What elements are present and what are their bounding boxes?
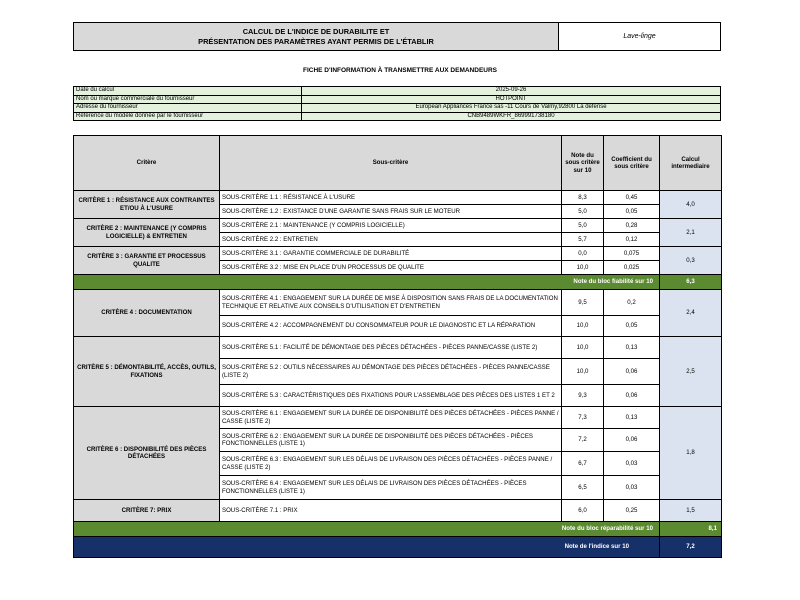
info-row <box>74 112 721 121</box>
sous-critere-note: 7,3 <box>562 407 604 429</box>
critere-2-label: CRITÈRE 2 : MAINTENANCE (Y COMPRIS LOGICIELLE) & ENTRETIEN <box>74 219 220 247</box>
info-row <box>74 104 721 113</box>
sous-critere-coef: 0,13 <box>604 337 660 359</box>
sous-critere-coef: 0,45 <box>604 191 660 205</box>
indice-value: 7,2 <box>660 537 722 558</box>
sous-critere-note: 10,0 <box>562 337 604 359</box>
critere-5-label: CRITÈRE 5 : DÉMONTABILITÉ, ACCÈS, OUTILS, FIXATIONS <box>74 337 220 407</box>
product-type: Lave-linge <box>559 23 721 51</box>
table-row <box>74 191 722 205</box>
sous-critere-note: 6,0 <box>562 500 604 522</box>
sous-critere-coef: 0,03 <box>604 476 660 500</box>
sous-critere-note: 10,0 <box>562 316 604 337</box>
info-value: CNB9489WKFR_869991738180 <box>302 112 721 121</box>
reparabilite-value: 8,1 <box>660 522 722 537</box>
col-header-coef: Coefficient du sous critère <box>604 136 660 191</box>
critere-6-label: CRITÈRE 6 : DISPONIBILITÉ DES PIÈCES DÉTACHÉES <box>74 407 220 500</box>
sous-critere-note: 10,0 <box>562 359 604 385</box>
sous-critere-coef: 0,12 <box>604 233 660 247</box>
col-header-critere: Critère <box>74 136 220 191</box>
indice-row <box>74 537 722 558</box>
table-row <box>74 247 722 261</box>
sous-critere-label: SOUS-CRITÈRE 1.2 : EXISTANCE D'UNE GARANTIE SANS FRAIS SUR LE MOTEUR <box>220 205 562 219</box>
critere-4-label: CRITÈRE 4 : DOCUMENTATION <box>74 290 220 337</box>
criteria-table <box>73 135 722 558</box>
sous-critere-coef: 0,075 <box>604 247 660 261</box>
fiabilite-row <box>74 275 722 290</box>
column-header-row <box>74 136 722 191</box>
sous-critere-label: SOUS-CRITÈRE 4.1 : ENGAGEMENT SUR LA DURÉE DE MISE À DISPOSITION SANS FRAIS DE LA DOCUMENTATION TECHNIQUE ET RELATIVE AUX CONSEILS D'UTILISATION ET D'ENTRETIEN <box>220 290 562 316</box>
sous-critere-note: 10,0 <box>562 261 604 275</box>
header-table <box>73 22 721 51</box>
sous-critere-coef: 0,03 <box>604 452 660 476</box>
critere-1-label: CRITÈRE 1 : RÉSISTANCE AUX CONTRAINTES ET/OU À L'USURE <box>74 191 220 219</box>
sous-critere-label: SOUS-CRITÈRE 5.2 : OUTILS NÉCESSAIRES AU DÉMONTAGE DES PIÈCES DÉTACHÉES - PIÈCES PANNE/CASSE (LISTE 2) <box>220 359 562 385</box>
sous-critere-label: SOUS-CRITÈRE 4.2 : ACCOMPAGNEMENT DU CONSOMMATEUR POUR LE DIAGNOSTIC ET LA RÉPARATION <box>220 316 562 337</box>
info-label: Date du calcul <box>74 87 302 96</box>
critere-3-label: CRITÈRE 3 : GARANTIE ET PROCESSUS QUALITE <box>74 247 220 275</box>
fiabilite-value: 6,3 <box>660 275 722 290</box>
sous-critere-note: 8,3 <box>562 191 604 205</box>
table-row <box>74 337 722 359</box>
sous-critere-label: SOUS-CRITÈRE 3.2 : MISE EN PLACE D'UN PROCESSUS DE QUALITE <box>220 261 562 275</box>
sous-critere-label: SOUS-CRITÈRE 5.3 : CARACTÉRISTIQUES DES FIXATIONS POUR L'ASSEMBLAGE DES PIÈCES DES LISTES 1 ET 2 <box>220 385 562 407</box>
critere-7-calc: 1,5 <box>660 500 722 522</box>
critere-3-calc: 0,3 <box>660 247 722 275</box>
info-table <box>73 86 721 121</box>
sous-critere-note: 0,0 <box>562 247 604 261</box>
sous-critere-note: 5,7 <box>562 233 604 247</box>
info-label: Référence du modèle donnée par le fournisseur <box>74 112 302 121</box>
sous-critere-label: SOUS-CRITÈRE 2.2 : ENTRETIEN <box>220 233 562 247</box>
info-row <box>74 87 721 96</box>
sous-critere-note: 9,3 <box>562 385 604 407</box>
table-row <box>74 407 722 429</box>
sous-critere-coef: 0,05 <box>604 205 660 219</box>
critere-5-calc: 2,5 <box>660 337 722 407</box>
header-title-line2: PRÉSENTATION DES PARAMÈTRES AYANT PERMIS DE L'ÉTABLIR <box>198 36 434 46</box>
sous-critere-label: SOUS-CRITÈRE 6.1 : ENGAGEMENT SUR LA DURÉE DE DISPONIBILITÉ DES PIÈCES DÉTACHÉES - PIÈCES PANNE / CASSE (LISTE 2) <box>220 407 562 429</box>
sous-critere-coef: 0,25 <box>604 500 660 522</box>
table-row <box>74 219 722 233</box>
info-label: Adresse du fournisseur <box>74 104 302 113</box>
sous-critere-coef: 0,06 <box>604 359 660 385</box>
info-value: European Appliances France sas -11 Cours de Valmy,92800 La defense <box>302 104 721 113</box>
sous-critere-coef: 0,28 <box>604 219 660 233</box>
critere-1-calc: 4,0 <box>660 191 722 219</box>
sous-critere-note: 5,0 <box>562 219 604 233</box>
sous-critere-coef: 0,13 <box>604 407 660 429</box>
sous-critere-coef: 0,06 <box>604 429 660 452</box>
reparabilite-label: Note du bloc réparabilité sur 10 <box>74 522 660 537</box>
col-header-sous-critere: Sous-critère <box>220 136 562 191</box>
fiabilite-label: Note du bloc fiabilité sur 10 <box>74 275 660 290</box>
sous-critere-coef: 0,025 <box>604 261 660 275</box>
indice-label: Note de l'indice sur 10 <box>74 537 660 558</box>
sous-critere-label: SOUS-CRITÈRE 6.4 : ENGAGEMENT SUR LES DÉLAIS DE LIVRAISON DES PIÈCES DÉTACHÉES - PIÈCES FONCTIONNELLES (LISTE 1) <box>220 476 562 500</box>
sous-critere-note: 6,5 <box>562 476 604 500</box>
sous-critere-label: SOUS-CRITÈRE 6.3 : ENGAGEMENT SUR LES DÉLAIS DE LIVRAISON DES PIÈCES DÉTACHÉES - PIÈCES PANNE / CASSE (LISTE 2) <box>220 452 562 476</box>
header-title-line1: CALCUL DE L'INDICE DE DURABILITE ET <box>242 26 390 36</box>
col-header-calc: Calcul intermediaire <box>660 136 722 191</box>
sous-critere-label: SOUS-CRITÈRE 1.1 : RÉSISTANCE À L'USURE <box>220 191 562 205</box>
critere-2-calc: 2,1 <box>660 219 722 247</box>
sous-critere-note: 6,7 <box>562 452 604 476</box>
sous-critere-label: SOUS-CRITÈRE 7.1 : PRIX <box>220 500 562 522</box>
sous-critere-note: 9,5 <box>562 290 604 316</box>
info-value: 2025-09-26 <box>302 87 721 96</box>
table-row <box>74 290 722 316</box>
sous-critere-coef: 0,06 <box>604 385 660 407</box>
sous-critere-label: SOUS-CRITÈRE 2.1 : MAINTENANCE (Y COMPRIS LOGICIELLE) <box>220 219 562 233</box>
header-title <box>74 23 559 51</box>
critere-7-label: CRITÈRE 7: PRIX <box>74 500 220 522</box>
critere-4-calc: 2,4 <box>660 290 722 337</box>
sous-critere-note: 5,0 <box>562 205 604 219</box>
fiche-title: FICHE D'INFORMATION À TRANSMETTRE AUX DEMANDEURS <box>302 67 497 74</box>
reparabilite-row <box>74 522 722 537</box>
critere-6-calc: 1,8 <box>660 407 722 500</box>
sous-critere-label: SOUS-CRITÈRE 5.1 : FACILITÉ DE DÉMONTAGE DES PIÈCES DÉTACHÉES - PIÈCES PANNE/CASSE (LISTE 2) <box>220 337 562 359</box>
info-label: Nom ou marque commerciale du fournisseur <box>74 95 302 104</box>
table-row <box>74 500 722 522</box>
info-row <box>74 95 721 104</box>
sous-critere-label: SOUS-CRITÈRE 6.2 : ENGAGEMENT SUR LA DURÉE DE DISPONIBILITÉ DES PIÈCES DÉTACHÉES - PIÈCES FONCTIONNELLES (LISTE 1) <box>220 429 562 452</box>
col-header-note: Note du sous critère sur 10 <box>562 136 604 191</box>
info-value: HOTPOINT <box>302 95 721 104</box>
sous-critere-note: 7,2 <box>562 429 604 452</box>
sous-critere-coef: 0,2 <box>604 290 660 316</box>
sous-critere-label: SOUS-CRITÈRE 3.1 : GARANTIE COMMERCIALE DE DURABILITÉ <box>220 247 562 261</box>
sous-critere-coef: 0,05 <box>604 316 660 337</box>
